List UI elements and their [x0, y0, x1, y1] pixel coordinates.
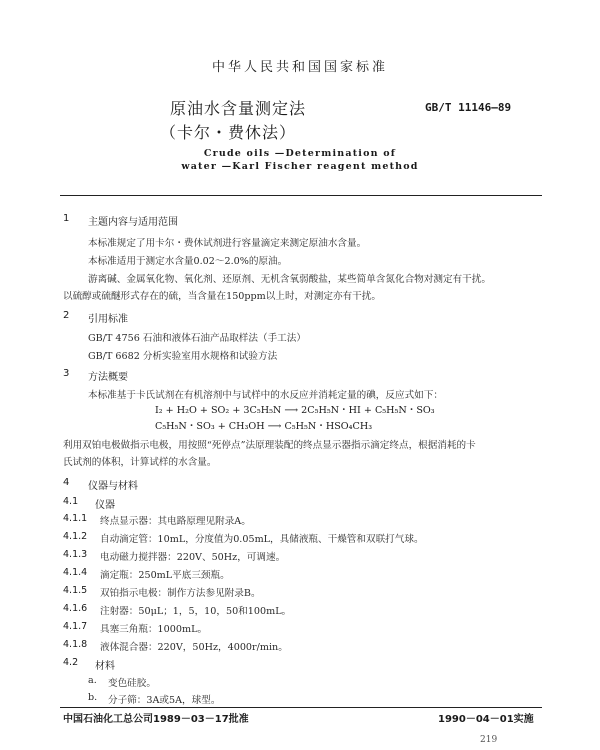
item-number: 4.1.1 [63, 513, 88, 524]
item-number: 4.1.3 [63, 549, 88, 560]
item-number: 4.1.8 [63, 639, 88, 650]
english-title-line1: Crude oils —Determination of [203, 148, 397, 159]
section-1-paragraph-3b: 以硫醇或硫醚形式存在的硫，当含量在150ppm以上时，对测定亦有干扰。 [63, 291, 381, 302]
reaction-equation-1: I₂ + H₂O + SO₂ + 3C₅H₅N ⟶ 2C₅H₅N・HI + C₅H₅N・SO₃ [155, 405, 435, 416]
section-1-paragraph-3a: 游离碱、金属氧化物、氧化剂、还原剂、无机含氧弱酸盐，某些简单含氮化合物对测定有干扰。 [88, 274, 491, 285]
item-number: 4.1.6 [63, 603, 88, 614]
item-number: 4.1.5 [63, 585, 88, 596]
material-label: b. [88, 692, 98, 703]
document-subtitle: （卡尔・费休法） [160, 123, 297, 142]
item-text: 双铂指示电极：制作方法参见附录B。 [100, 588, 261, 599]
document-title: 原油水含量测定法 [170, 99, 307, 118]
item-number: 4.1.4 [63, 567, 88, 578]
section-2-heading: 引用标准 [88, 314, 128, 325]
reaction-equation-2: C₅H₅N・SO₃ + CH₃OH ⟶ C₅H₅N・HSO₄CH₃ [155, 421, 373, 432]
country-standard-header: 中华人民共和国国家标准 [211, 60, 388, 75]
material-label: a. [88, 675, 97, 686]
item-text: 滴定瓶：250mL平底三颈瓶。 [100, 570, 230, 581]
section-3-paragraph-1: 本标准基于卡氏试剂在有机溶剂中与试样中的水反应并消耗定量的碘，反应式如下： [88, 390, 443, 401]
section-4-number: 4 [63, 477, 70, 488]
material-text: 变色硅胶。 [108, 678, 156, 689]
subsection-4-1-number: 4.1 [63, 496, 79, 507]
page-number: 219 [480, 735, 498, 745]
section-3-number: 3 [63, 368, 70, 379]
footer-divider [60, 707, 542, 708]
subsection-4-1-heading: 仪器 [95, 500, 115, 511]
section-3-heading: 方法概要 [88, 372, 128, 383]
standard-code: GB/T 11146—89 [425, 101, 512, 114]
item-text: 自动滴定管：10mL，分度值为0.05mL，具储液瓶、干燥管和双联打气球。 [100, 534, 424, 545]
subsection-4-2-number: 4.2 [63, 657, 79, 668]
item-text: 终点显示器：其电路原理见附录A。 [100, 516, 251, 527]
title-divider [60, 195, 542, 196]
reference-gb-t-6682: GB/T 6682 分析实验室用水规格和试验方法 [88, 351, 278, 362]
section-4-heading: 仪器与材料 [88, 481, 138, 492]
approval-date: 中国石油化工总公司1989－03－17批准 [63, 714, 249, 725]
item-number: 4.1.2 [63, 531, 88, 542]
implementation-date: 1990－04－01实施 [438, 714, 534, 725]
section-1-heading: 主题内容与适用范围 [88, 217, 178, 228]
section-1-paragraph-1: 本标准规定了用卡尔・费休试剂进行容量滴定来测定原油水含量。 [88, 238, 367, 249]
material-text: 分子筛：3A或5A，球型。 [108, 695, 221, 706]
section-1-paragraph-2: 本标准适用于测定水含量0.02～2.0%的原油。 [88, 256, 288, 267]
item-text: 电动磁力搅拌器：220V、50Hz，可调速。 [100, 552, 286, 563]
item-text: 液体混合器：220V，50Hz，4000r/min。 [100, 642, 288, 653]
item-text: 具塞三角瓶：1000mL。 [100, 624, 208, 635]
subsection-4-2-heading: 材料 [95, 661, 115, 672]
section-3-paragraph-2a: 利用双铂电极做指示电极，用按照“死停点”法原理装配的终点显示器指示滴定终点，根据消耗的卡 [63, 440, 476, 451]
item-text: 注射器：50μL；1，5，10，50和100mL。 [100, 606, 292, 617]
section-2-number: 2 [63, 310, 70, 321]
item-number: 4.1.7 [63, 621, 88, 632]
english-title-line2: water —Karl Fischer reagent method [181, 161, 419, 172]
section-3-paragraph-2b: 氏试剂的体积，计算试样的水含量。 [63, 457, 217, 468]
section-1-number: 1 [63, 213, 70, 224]
reference-gb-t-4756: GB/T 4756 石油和液体石油产品取样法（手工法） [88, 333, 306, 344]
